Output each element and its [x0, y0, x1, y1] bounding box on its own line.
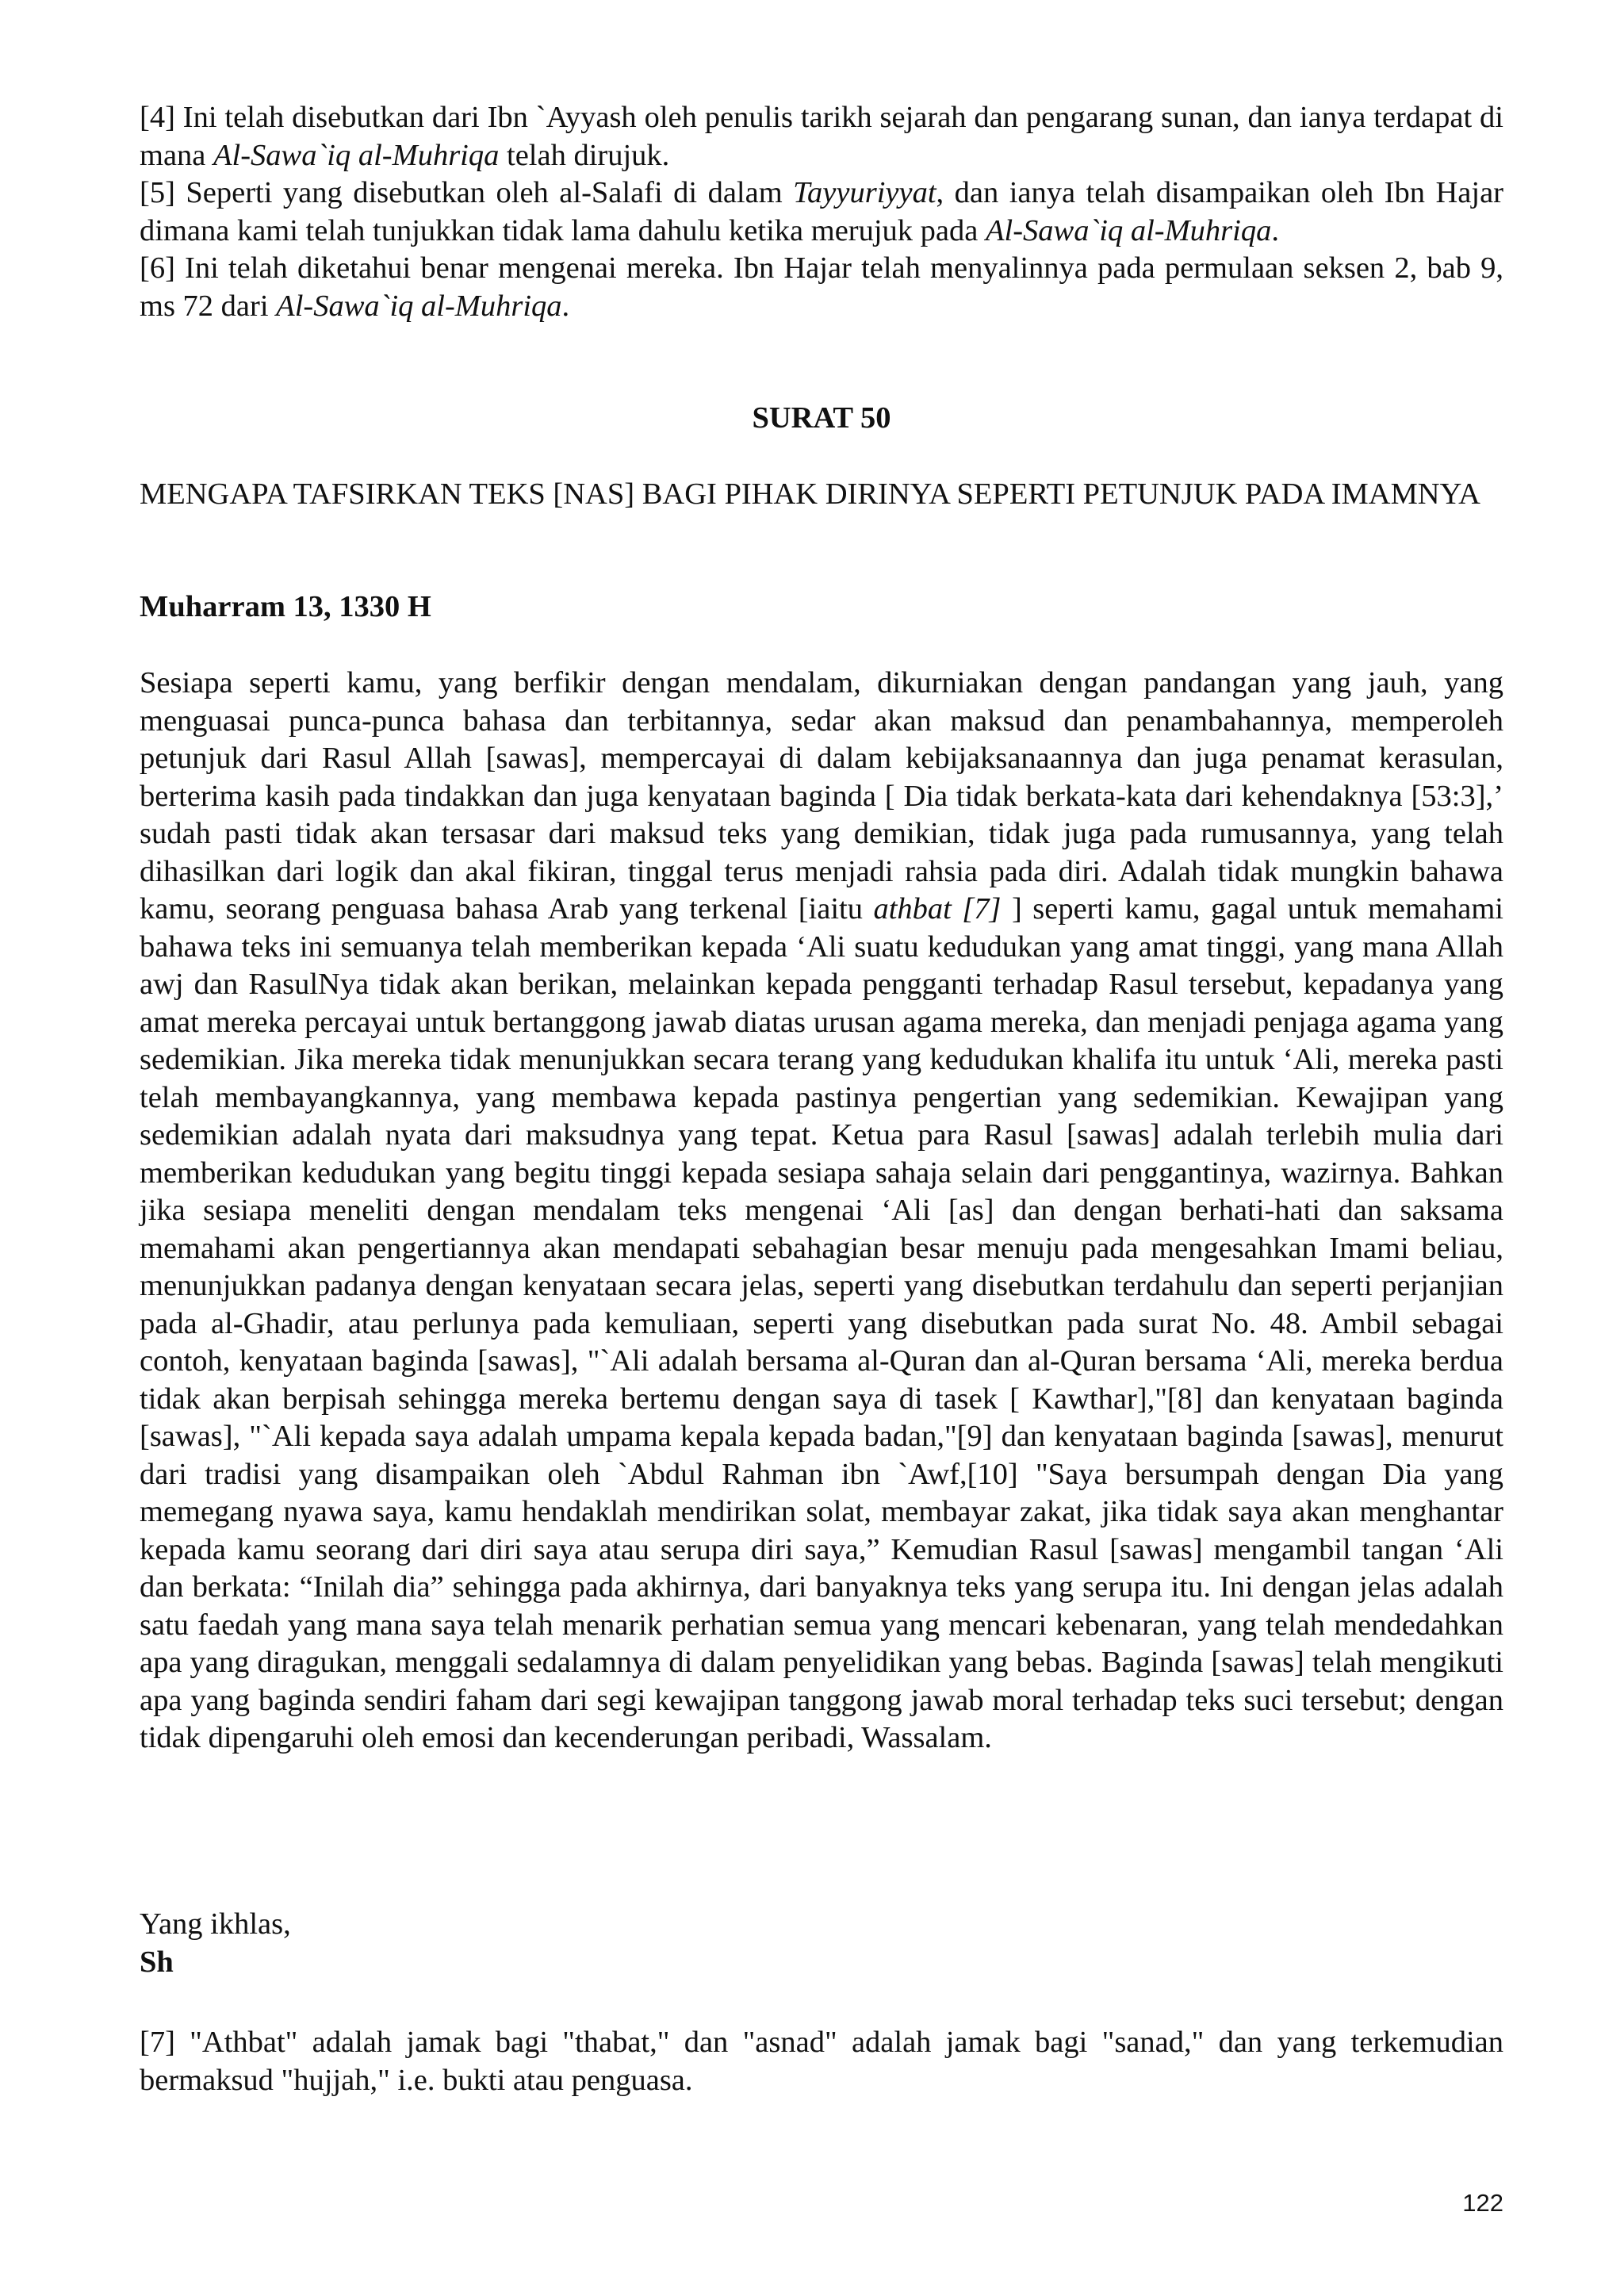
letter-title: SURAT 50	[752, 401, 891, 435]
footnote-6-book-title: Al-Sawa`iq al-Muhriqa	[276, 289, 562, 323]
footnote-6-text: [6] Ini telah diketahui benar mengenai mereka. Ibn Hajar telah menyalinnya pada permulaan seksen 2, bab 9, ms 72 dari	[140, 251, 1503, 323]
footnote-4-text-end: telah dirujuk.	[499, 138, 670, 172]
footnote-5-text-end: .	[1271, 213, 1279, 247]
letter-signature: Sh	[140, 1945, 174, 1979]
footnote-4-book-title: Al-Sawa`iq al-Muhriqa	[213, 138, 500, 172]
page-number: 122	[1462, 2189, 1503, 2217]
footnote-5-text: [5] Seperti yang disebutkan oleh al-Salafi di dalam	[140, 176, 794, 209]
letter-closing-block	[140, 1906, 291, 1981]
letter-body	[140, 665, 1503, 1757]
letter-date: Muharram 13, 1330 H	[140, 590, 431, 623]
letter-body-italic-term: athbat [7]	[873, 892, 1002, 926]
footnote-6-text-end: .	[561, 289, 570, 323]
footnote-5-book-title-b: Al-Sawa`iq al-Muhriqa	[985, 213, 1272, 247]
letter-subtitle: MENGAPA TAFSIRKAN TEKS [NAS] BAGI PIHAK DIRINYA SEPERTI PETUNJUK PADA IMAMNYA	[140, 477, 1480, 511]
footnote-6	[140, 250, 1503, 325]
footnote-4-text: [4] Ini telah disebutkan dari Ibn `Ayyash oleh penulis tarikh sejarah dan pengarang sunan, dan ianya terdapat di mana	[140, 101, 1503, 172]
footnote-5-book-title-a: Tayyuriyyat	[793, 176, 936, 209]
footnote-4	[140, 99, 1503, 174]
letter-closing: Yang ikhlas,	[140, 1907, 291, 1941]
footnote-5-text-mid: , dan ianya telah disampaikan oleh Ibn Hajar dimana kami telah tunjukkan tidak lama dahulu ketika merujuk pada	[140, 176, 1503, 247]
letter-body-part-b: ] seperti kamu, gagal untuk memahami bahawa teks ini semuanya telah memberikan kepada ‘Ali suatu kedudukan yang amat tinggi, yang mana Allah awj dan RasulNya tidak akan berikan, melainkan kepada pengganti terhadap Rasul tersebut, kepadanya yang amat mereka percayai untuk bertanggong jawab diatas urusan agama mereka, dan menjadi penjaga agama yang sedemikian. Jika mereka tidak menunjukkan secara terang yang kedudukan khalifa itu untuk ‘Ali, mereka pasti telah membayangkannya, yang membawa kepada pastinya pengertian yang sedemikian. Kewajipan yang sedemikian adalah nyata dari maksudnya yang tepat. Ketua para Rasul [sawas] adalah terlebih mulia dari memberikan kedudukan yang begitu tinggi kepada sesiapa sahaja selain dari penggantinya, wazirnya. Bahkan jika sesiapa meneliti dengan mendalam teks mengenai ‘Ali [as] dan dengan berhati-hati dan saksama memahami akan pengertiannya akan mendapati sebahagian besar menuju pada mengesahkan Imami beliau, menunjukkan padanya dengan kenyataan secara jelas, seperti yang disebutkan terdahulu dan seperti perjanjian pada al-Ghadir, atau perlunya pada kemuliaan, seperti yang disebutkan pada surat No. 48. Ambil sebagai contoh, kenyataan baginda [sawas], "`Ali adalah bersama al-Quran dan al-Quran bersama ‘Ali, mereka berdua tidak akan berpisah sehingga mereka bertemu dengan saya di tasek [ Kawthar],"[8] dan kenyataan baginda [sawas], "`Ali kepada saya adalah umpama kepala kepada badan,"[9] dan kenyataan baginda [sawas], menurut dari tradisi yang disampaikan oleh `Abdul Rahman ibn `Awf,[10] "Saya bersumpah dengan Dia yang memegang nyawa saya, kamu hendaklah mendirikan solat, membayar zakat, jika tidak saya akan menghantar kepada kamu seorang dari diri saya atau serupa diri saya,” Kemudian Rasul [sawas] mengambil tangan ‘Ali dan berkata: “Inilah dia” sehingga pada akhirnya, dari banyaknya teks yang serupa itu. Ini dengan jelas adalah satu faedah yang mana saya telah menarik perhatian semua yang mencari kebenaran, yang telah mendedahkan apa yang diragukan, menggali sedalamnya di dalam penyelidikan yang bebas. Baginda [sawas] telah mengikuti apa yang baginda sendiri faham dari segi kewajipan tanggong jawab moral terhadap teks suci tersebut; dengan tidak dipengaruhi oleh emosi dan kecenderungan peribadi, Wassalam.	[140, 892, 1503, 1754]
footnote-5	[140, 174, 1503, 250]
footnote-7: [7] "Athbat" adalah jamak bagi "thabat," dan "asnad" adalah jamak bagi "sanad," dan yang terkemudian bermaksud "hujjah," i.e. bukti atau penguasa.	[140, 2026, 1503, 2097]
letter-body-part-a: Sesiapa seperti kamu, yang berfikir dengan mendalam, dikurniakan dengan pandangan yang jauh, yang menguasai punca-punca bahasa dan terbitannya, sedar akan maksud dan penambahannya, memperoleh petunjuk dari Rasul Allah [sawas], mempercayai di dalam kebijaksanaannya dan juga penamat kerasulan, berterima kasih pada tindakkan dan juga kenyataan baginda [ Dia tidak berkata-kata dari kehendaknya [53:3],’ sudah pasti tidak akan tersasar dari maksud teks yang demikian, tidak juga pada rumusannya, yang telah dihasilkan dari logik dan akal fikiran, tinggal terus menjadi rahsia pada diri. Adalah tidak mungkin bahawa kamu, seorang penguasa bahasa Arab yang terkenal [iaitu	[140, 666, 1503, 926]
